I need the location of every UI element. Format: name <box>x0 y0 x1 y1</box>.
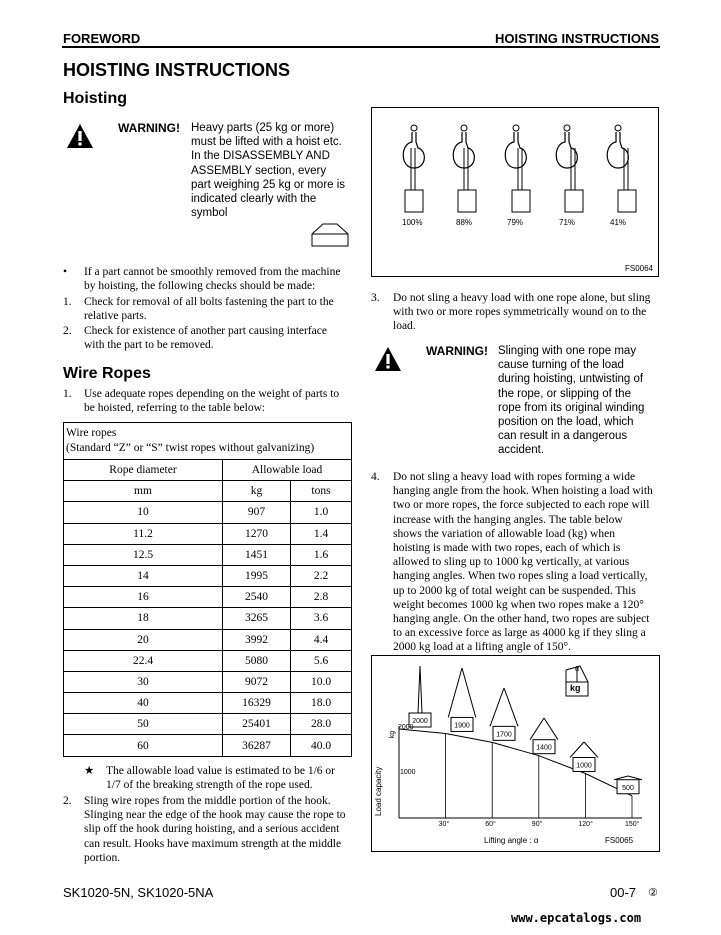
chart-figure-code: FS0065 <box>605 836 634 845</box>
hook-percent-4: 71% <box>559 218 576 227</box>
wire-item-2-number: 2. <box>63 795 72 807</box>
table-cell-diameter: 14 <box>64 565 223 586</box>
hook-1-icon <box>403 125 424 212</box>
hoisting-heading: Hoisting <box>63 90 127 107</box>
hook-5-icon <box>607 125 636 212</box>
warning-triangle-icon-2 <box>374 346 402 372</box>
footer-revision: ② <box>648 887 658 899</box>
hook-percent-3: 79% <box>507 218 524 227</box>
hoist-weight-symbol-icon <box>310 222 350 248</box>
table-cell-diameter: 60 <box>64 735 223 756</box>
chart-point-1000 <box>570 742 598 772</box>
table-cell-tons: 4.4 <box>291 629 352 650</box>
warning-triangle-icon <box>66 123 94 149</box>
unit-mm: mm <box>64 481 223 502</box>
check-item-2-number: 2. <box>63 325 72 337</box>
table-cell-tons: 3.6 <box>291 608 352 629</box>
page-title: HOISTING INSTRUCTIONS <box>63 60 291 80</box>
note-text: The allowable load value is estimated to be 1/6 or 1/7 of the breaking strength of the rope used. <box>106 765 335 792</box>
table-cell-kg: 9072 <box>223 671 291 692</box>
note-star-icon: ★ <box>84 765 95 777</box>
table-row <box>64 544 352 565</box>
col-header-load: Allowable load <box>223 460 352 481</box>
table-row <box>64 693 352 714</box>
table-cell-tons: 1.4 <box>291 523 352 544</box>
table-cell-diameter: 30 <box>64 671 223 692</box>
table-cell-kg: 1451 <box>223 544 291 565</box>
table-row <box>64 629 352 650</box>
hook-4-icon <box>556 125 583 212</box>
x-tick-label: 150° <box>625 821 640 828</box>
table-cell-tons: 5.6 <box>291 650 352 671</box>
hook-percent-1: 100% <box>402 218 423 227</box>
chart-point-1700 <box>490 688 518 740</box>
legend-unit-label: kg <box>570 683 581 693</box>
table-cell-diameter: 12.5 <box>64 544 223 565</box>
table-cell-kg: 25401 <box>223 714 291 735</box>
unit-tons: tons <box>291 481 352 502</box>
chart-point-label: 1700 <box>496 731 512 739</box>
table-row <box>64 671 352 692</box>
table-cell-diameter: 16 <box>64 587 223 608</box>
table-cell-tons: 2.2 <box>291 565 352 586</box>
check-item-2-text: Check for existence of another part causing interface with the part to be removed. <box>84 325 327 352</box>
header-section-left: FOREWORD <box>63 31 141 46</box>
table-cell-diameter: 50 <box>64 714 223 735</box>
warning-label-2: WARNING! <box>426 344 488 358</box>
table-cell-kg: 5080 <box>223 650 291 671</box>
item-4-text: Do not sling a heavy load with ropes forming a wide hanging angle from the hook. When hoisting a load with two or more ropes, the force subjected to each rope will increase with the hanging angles. The table below shows the variation of allowable load (kg) when hoisting is made with two ropes, each of which is allowed to sling up to 1000 kg vertically, at various hanging angles. When two ropes sling a load vertically, up to 2000 kg of total weight can be suspended. This weight becomes 1000 kg when two ropes make a 120° hanging angle. On the other hand, two ropes are subject to an excessive force as large as 4000 kg if they sling a 2000 kg load at a lifting angle of 150°. <box>393 471 653 654</box>
footer-site-watermark: www.epcatalogs.com <box>511 911 642 925</box>
hook-figure-code: FS0064 <box>624 264 653 273</box>
warning-label: WARNING! <box>118 121 180 135</box>
table-cell-kg: 3265 <box>223 608 291 629</box>
table-row <box>64 502 352 523</box>
item-3-text: Do not sling a heavy load with one rope alone, but sling with two or more ropes symmetrically wound on to the load. <box>393 292 651 333</box>
bullet-mark: • <box>63 266 68 278</box>
chart-point-label: 500 <box>622 784 634 792</box>
x-tick-label: 120° <box>578 821 593 828</box>
warning-text: Heavy parts (25 kg or more) must be lifted with a hoist etc. In the DISASSEMBLY AND ASSEMBLY section, every part weighing 25 kg or more is indicated clearly with the symbol <box>191 122 346 220</box>
table-cell-kg: 36287 <box>223 735 291 756</box>
table-row <box>64 714 352 735</box>
chart-point-label: 1400 <box>536 744 552 752</box>
chart-point-label: 2000 <box>412 718 428 725</box>
table-cell-tons: 1.6 <box>291 544 352 565</box>
footer-page-number: 00-7 <box>610 885 637 900</box>
chart-point-label: 1900 <box>454 722 470 730</box>
x-axis-label: Lifting angle : α <box>484 836 539 845</box>
chart-point-2000 <box>409 666 431 727</box>
col-header-diameter: Rope diameter <box>64 460 223 481</box>
load-capacity-chart <box>372 656 659 851</box>
table-row <box>64 587 352 608</box>
table-row <box>64 735 352 756</box>
bullet-text: If a part cannot be smoothly removed from the machine by hoisting, the following checks should be made: <box>84 266 341 293</box>
unit-kg: kg <box>223 481 291 502</box>
table-cell-tons: 40.0 <box>291 735 352 756</box>
hook-percent-5: 41% <box>610 218 627 227</box>
table-cell-diameter: 40 <box>64 693 223 714</box>
hook-2-icon <box>453 125 476 212</box>
hook-3-icon <box>505 125 530 212</box>
table-cell-kg: 1995 <box>223 565 291 586</box>
wire-rope-table <box>63 422 352 757</box>
hook-percent-2: 88% <box>456 218 473 227</box>
y-axis-unit: kg <box>389 730 397 739</box>
table-cell-diameter: 18 <box>64 608 223 629</box>
table-cell-kg: 1270 <box>223 523 291 544</box>
legend-angle-label: α <box>575 666 580 673</box>
load-chart-frame <box>371 655 660 852</box>
chart-point-label: 1000 <box>576 762 592 770</box>
table-row <box>64 523 352 544</box>
table-title-line-2: (Standard “Z” or “S” twist ropes without galvanizing) <box>66 442 315 454</box>
chart-point-500 <box>614 776 642 794</box>
header-rule <box>62 46 660 48</box>
wire-item-1-text: Use adequate ropes depending on the weight of parts to be hoisted, referring to the table below: <box>84 388 340 415</box>
table-row <box>64 650 352 671</box>
footer-model: SK1020-5N, SK1020-5NA <box>63 885 214 900</box>
check-item-1-text: Check for removal of all bolts fastening the part to the relative parts. <box>84 296 334 323</box>
wire-item-1-number: 1. <box>63 388 72 400</box>
table-cell-tons: 28.0 <box>291 714 352 735</box>
x-tick-label: 30° <box>438 821 450 828</box>
hook-strength-diagram <box>372 108 658 276</box>
x-tick-label: 90° <box>531 821 543 828</box>
table-cell-diameter: 10 <box>64 502 223 523</box>
item-3-number: 3. <box>371 292 380 304</box>
chart-point-1900 <box>448 668 476 731</box>
table-cell-kg: 16329 <box>223 693 291 714</box>
table-cell-kg: 3992 <box>223 629 291 650</box>
y-axis-label: Load capacity <box>374 766 383 816</box>
y-tick-1000: 1000 <box>400 769 416 776</box>
item-4-number: 4. <box>371 471 380 483</box>
table-cell-kg: 907 <box>223 502 291 523</box>
header-section-right: HOISTING INSTRUCTIONS <box>495 31 659 46</box>
hook-figure <box>371 107 659 277</box>
chart-point-1400 <box>530 718 558 754</box>
warning-text-2: Slinging with one rope may cause turning of the load during hoisting, untwisting of the rope, or slipping of the rope from its original winding position on the load, which can result in a dangerous accident. <box>498 345 645 457</box>
wire-ropes-heading: Wire Ropes <box>63 365 151 382</box>
x-tick-label: 60° <box>485 821 496 828</box>
check-item-1-number: 1. <box>63 296 72 308</box>
table-cell-tons: 1.0 <box>291 502 352 523</box>
table-row <box>64 565 352 586</box>
table-cell-tons: 2.8 <box>291 587 352 608</box>
table-cell-diameter: 11.2 <box>64 523 223 544</box>
table-cell-kg: 2540 <box>223 587 291 608</box>
table-cell-tons: 18.0 <box>291 693 352 714</box>
table-cell-diameter: 22.4 <box>64 650 223 671</box>
table-title-line-1: Wire ropes <box>66 427 117 439</box>
y-tick-2000: 2000 <box>398 724 414 731</box>
table-cell-tons: 10.0 <box>291 671 352 692</box>
table-cell-diameter: 20 <box>64 629 223 650</box>
wire-item-2-text: Sling wire ropes from the middle portion of the hook. Slinging near the edge of the hook may cause the rope to slip off the hook during hoisting, and a serious accident can result. Hooks have maximum strength at the middle portion. <box>84 795 346 864</box>
table-row <box>64 608 352 629</box>
